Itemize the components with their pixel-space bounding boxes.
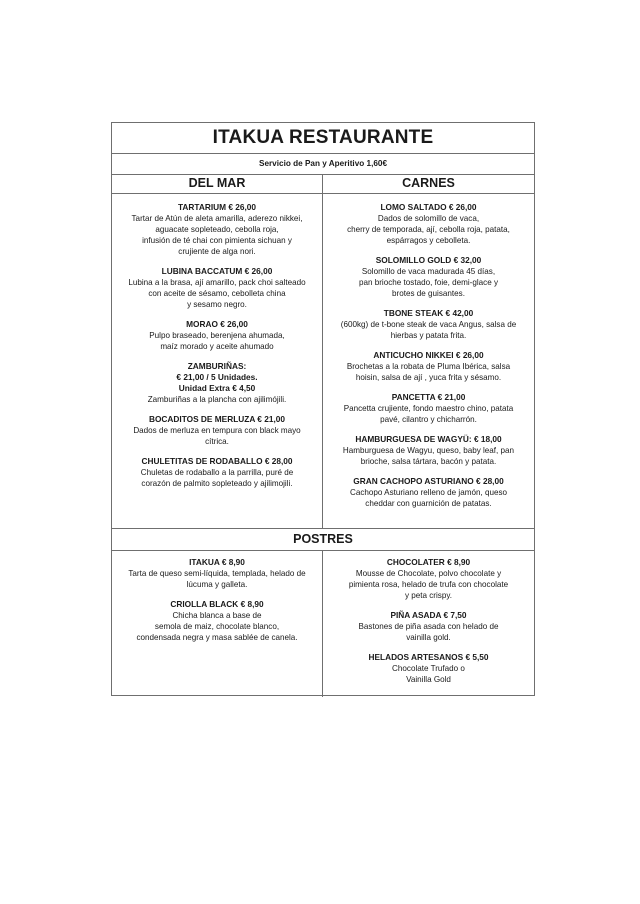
dish-description-line: con aceite de sésamo, cebolleta china bbox=[148, 289, 286, 298]
dish-description bbox=[327, 568, 530, 601]
del-mar-heading: DEL MAR bbox=[112, 175, 322, 194]
menu-item bbox=[112, 414, 322, 447]
dish-name: ZAMBURIÑAS: bbox=[187, 361, 247, 371]
dish-description-line: maíz morado y aceite ahumado bbox=[160, 342, 274, 351]
dish-description-line: condensada negra y masa sablée de canela. bbox=[136, 633, 298, 642]
carnes-list bbox=[323, 202, 534, 509]
dish-description-line: Bastones de piña asada con helado de bbox=[358, 622, 499, 631]
dish-description-line: pimienta rosa, helado de trufa con chocolate bbox=[348, 580, 509, 589]
dish-name: LUBINA BACCATUM € 26,00 bbox=[161, 266, 273, 276]
menu-item bbox=[323, 202, 534, 246]
menu-item bbox=[112, 361, 322, 405]
dish-description-line: Solomillo de vaca madurada 45 días, bbox=[361, 267, 496, 276]
dish-description bbox=[327, 663, 530, 685]
menu-item bbox=[323, 610, 534, 643]
dish-price-note: Unidad Extra € 4,50 bbox=[178, 383, 256, 393]
menu-item bbox=[323, 350, 534, 383]
dish-description bbox=[327, 266, 530, 299]
dish-name: HAMBURGUESA DE WAGYÜ: € 18,00 bbox=[355, 434, 502, 444]
dish-description-line: espárragos y cebolleta. bbox=[386, 236, 471, 245]
dish-description bbox=[116, 467, 318, 489]
dish-description-line: Dados de solomillo de vaca, bbox=[377, 214, 480, 223]
dish-name: SOLOMILLO GOLD € 32,00 bbox=[375, 255, 482, 265]
dish-description bbox=[327, 403, 530, 425]
dish-description bbox=[327, 487, 530, 509]
dish-description bbox=[116, 213, 318, 257]
dish-name: ITAKUA € 8,90 bbox=[189, 557, 245, 567]
dish-name: CRIOLLA BLACK € 8,90 bbox=[170, 599, 264, 609]
del-mar-list bbox=[112, 202, 322, 489]
dish-description-line: Pulpo braseado, berenjena ahumada, bbox=[149, 331, 285, 340]
dish-description-line: (600kg) de t-bone steak de vaca Angus, salsa de bbox=[340, 320, 517, 329]
dish-description-line: Brochetas a la robata de Pluma Ibérica, salsa bbox=[346, 362, 511, 371]
postres-heading: POSTRES bbox=[112, 529, 534, 551]
menu-item bbox=[112, 266, 322, 310]
dish-description-line: Hamburguesa de Wagyu, queso, baby leaf, pan bbox=[342, 446, 515, 455]
menu-item bbox=[112, 319, 322, 352]
dish-description-line: vainilla gold. bbox=[406, 633, 451, 642]
dish-name: PIÑA ASADA € 7,50 bbox=[390, 610, 467, 620]
dish-description-line: Mousse de Chocolate, polvo chocolate y bbox=[355, 569, 502, 578]
dish-description-line: Chicha blanca a base de bbox=[172, 611, 262, 620]
carnes-column bbox=[323, 175, 534, 528]
menu-item bbox=[112, 599, 322, 643]
dish-description-line: lúcuma y galleta. bbox=[186, 580, 248, 589]
dish-name: PANCETTA € 21,00 bbox=[391, 392, 466, 402]
dish-description-line: cítrica. bbox=[205, 437, 229, 446]
main-dishes-section bbox=[112, 175, 534, 529]
menu-item bbox=[112, 202, 322, 257]
dish-description-line: pavé, cilantro y chicharrón. bbox=[380, 415, 477, 424]
dish-description-line: Chuletas de rodaballo a la parrilla, puré de bbox=[140, 468, 294, 477]
menu-item bbox=[112, 557, 322, 590]
restaurant-title: ITAKUA RESTAURANTE bbox=[112, 123, 534, 154]
dish-name: LOMO SALTADO € 26,00 bbox=[380, 202, 477, 212]
dish-description bbox=[327, 621, 530, 643]
dish-description-line: infusión de té chai con pimienta sichuan y bbox=[142, 236, 292, 245]
dish-name: TARTARIUM € 26,00 bbox=[177, 202, 257, 212]
dish-name: HELADOS ARTESANOS € 5,50 bbox=[368, 652, 489, 662]
dish-description-line: y sesamo negro. bbox=[187, 300, 247, 309]
postres-right-list bbox=[323, 557, 534, 685]
dish-description-line: pan brioche tostado, foie, demi-glace y bbox=[358, 278, 499, 287]
menu-item bbox=[323, 392, 534, 425]
menu-card bbox=[111, 122, 535, 696]
menu-item bbox=[323, 557, 534, 601]
dish-description-line: crujiente de alga nori. bbox=[178, 247, 256, 256]
dish-description-line: cherry de temporada, ají, cebolla roja, patata, bbox=[347, 225, 510, 234]
dish-description bbox=[116, 610, 318, 643]
dish-price-note: € 21,00 / 5 Unidades. bbox=[176, 372, 258, 382]
dish-description-line: cheddar con guarnición de patatas. bbox=[365, 499, 492, 508]
dish-description-line: Vainilla Gold bbox=[406, 675, 451, 684]
dish-description bbox=[327, 361, 530, 383]
dish-description-line: Zamburiñas a la plancha con ajilimójili. bbox=[147, 395, 287, 404]
dish-description-line: Cachopo Asturiano relleno de jamón, queso bbox=[349, 488, 508, 497]
dish-description-line: Tartar de Atún de aleta amarilla, aderezo nikkei, bbox=[131, 214, 303, 223]
dish-description-line: y peta crispy. bbox=[404, 591, 453, 600]
dish-name: TBONE STEAK € 42,00 bbox=[383, 308, 474, 318]
dish-description-line: Lubina a la brasa, ají amarillo, pack choi salteado bbox=[128, 278, 306, 287]
menu-item bbox=[323, 434, 534, 467]
dish-description bbox=[327, 213, 530, 246]
dish-description bbox=[116, 425, 318, 447]
dish-description-line: hoisin, salsa de ají , yuca frita y sésamo. bbox=[355, 373, 502, 382]
dish-description bbox=[327, 319, 530, 341]
dish-description bbox=[327, 445, 530, 467]
dish-description bbox=[116, 277, 318, 310]
dish-name: MORAO € 26,00 bbox=[186, 319, 248, 329]
dish-name: BOCADITOS DE MERLUZA € 21,00 bbox=[148, 414, 285, 424]
dish-name: GRAN CACHOPO ASTURIANO € 28,00 bbox=[353, 476, 504, 486]
dish-description-line: corazón de palmito sopleteado y ajilimojili. bbox=[141, 479, 293, 488]
del-mar-column bbox=[112, 175, 323, 528]
postres-left-list bbox=[112, 557, 322, 643]
dish-description bbox=[116, 394, 318, 405]
dish-description-line: Dados de merluza en tempura con black mayo bbox=[133, 426, 301, 435]
dish-description-line: Chocolate Trufado o bbox=[392, 664, 465, 673]
dish-name: ANTICUCHO NIKKEI € 26,00 bbox=[373, 350, 484, 360]
postres-section bbox=[112, 551, 534, 697]
bread-service-note: Servicio de Pan y Aperitivo 1,60€ bbox=[112, 154, 534, 175]
dish-description-line: Tarta de queso semi-líquida, templada, helado de bbox=[128, 569, 306, 578]
menu-item bbox=[323, 652, 534, 685]
dish-description-line: semola de maiz, chocolate blanco, bbox=[154, 622, 280, 631]
dish-description-line: brioche, salsa tártara, bacón y patata. bbox=[360, 457, 497, 466]
dish-description-line: brotes de guisantes. bbox=[392, 289, 465, 298]
dish-description-line: aguacate sopleteado, cebolla roja, bbox=[155, 225, 279, 234]
postres-left-column bbox=[112, 551, 323, 697]
dish-description-line: Pancetta crujiente, fondo maestro chino, patata bbox=[343, 404, 514, 413]
dish-name: CHULETITAS DE RODABALLO € 28,00 bbox=[141, 456, 293, 466]
menu-item bbox=[323, 308, 534, 341]
postres-right-column bbox=[323, 551, 534, 697]
dish-name: CHOCOLATER € 8,90 bbox=[386, 557, 471, 567]
menu-item bbox=[323, 476, 534, 509]
dish-description bbox=[116, 568, 318, 590]
dish-description bbox=[116, 330, 318, 352]
dish-description-line: hierbas y patata frita. bbox=[390, 331, 467, 340]
menu-item bbox=[323, 255, 534, 299]
menu-item bbox=[112, 456, 322, 489]
carnes-heading: CARNES bbox=[323, 175, 534, 194]
